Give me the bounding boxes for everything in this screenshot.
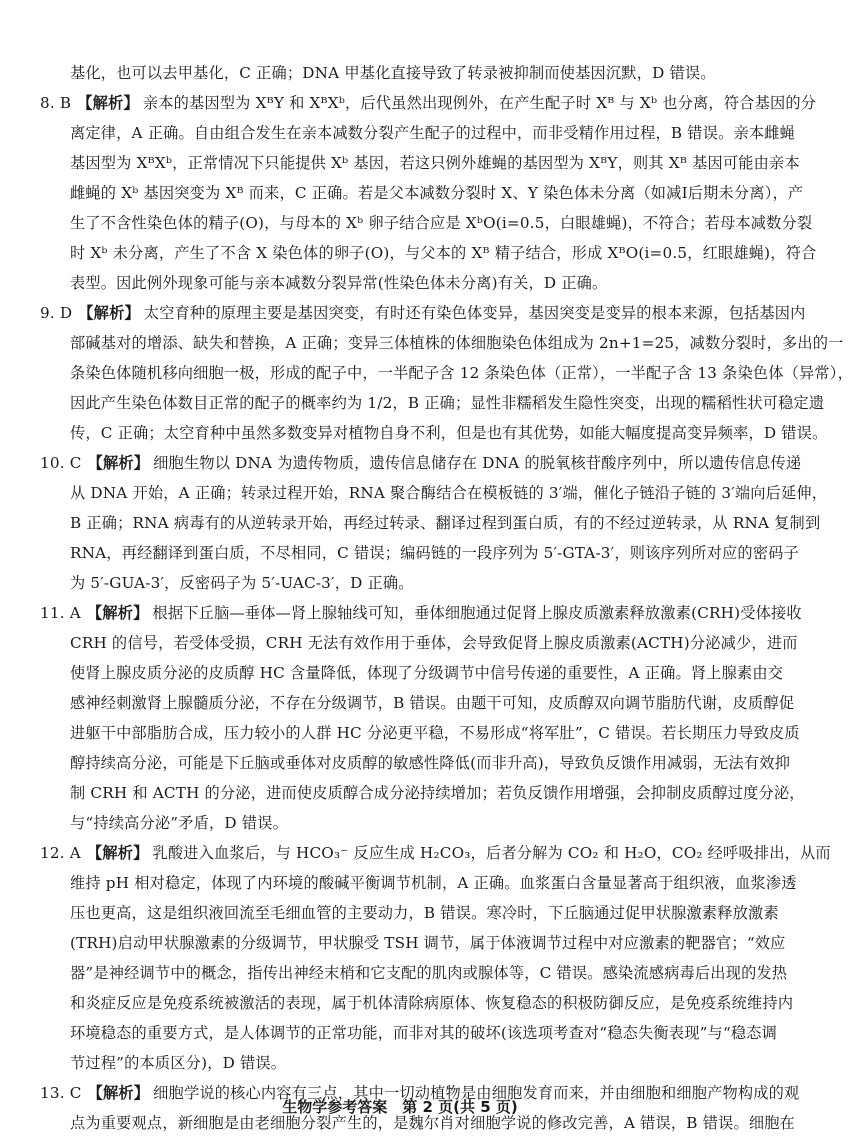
analysis-tag: 【解析】 <box>77 94 139 112</box>
question-number: 8. B <box>40 94 72 112</box>
text-line <box>40 148 800 178</box>
line-text: (TRH)启动甲状腺激素的分级调节，甲状腺受 TSH 调节，属于体液调节过程中对应激素的靶器官；“效应 <box>70 934 786 952</box>
text-line <box>40 418 828 448</box>
line-text: 和炎症反应是免疫系统被激活的表现，属于机体清除病原体、恢复稳态的积极防御反应，是免疫系统维持内 <box>70 994 794 1012</box>
text-line <box>40 448 802 478</box>
line-text: 环境稳态的重要方式，是人体调节的正常功能，而非对其的破坏(该选项考查对“稳态失衡表现”与“稳态调 <box>70 1024 778 1042</box>
text-line <box>40 328 844 358</box>
answer-content <box>40 58 853 1138</box>
text-line <box>40 568 772 598</box>
line-text: 使肾上腺皮质分泌的皮质醇 HC 含量降低，体现了分级调节中信号传递的重要性，A 正确。肾上腺素由交 <box>70 664 784 682</box>
text-line <box>40 208 813 238</box>
text-line <box>40 508 821 538</box>
question-number: 12. A <box>40 844 81 862</box>
line-text: 雌蝇的 Xᵇ 基因突变为 Xᴮ 而来，C 正确。若是父本减数分裂时 X、Y 染色体未分离（如减Ⅰ后期未分离），产 <box>70 184 804 202</box>
text-line <box>40 388 825 418</box>
text-line <box>40 688 795 718</box>
line-text: 根据下丘脑—垂体—肾上腺轴线可知，垂体细胞通过促肾上腺皮质激素释放激素(CRH)受体接收 <box>152 604 802 622</box>
text-line <box>40 298 806 328</box>
line-text: 细胞学说的核心内容有三点，其中一切动植物是由细胞发育而来，并由细胞和细胞产物构成的观 <box>153 1084 800 1102</box>
text-line <box>40 928 786 958</box>
text-line <box>40 1018 778 1048</box>
line-text: 与“持续高分泌”矛盾，D 错误。 <box>70 814 288 832</box>
line-text: 压也更高，这是组织液回流至毛细血管的主要动力，B 错误。寒冷时，下丘脑通过促甲状腺激素释放激素 <box>70 904 779 922</box>
question-number: 11. A <box>40 604 81 622</box>
line-text: 为 5′-GUA-3′，反密码子为 5′-UAC-3′，D 正确。 <box>70 574 414 592</box>
line-text: 从 DNA 开始，A 正确；转录过程开始，RNA 聚合酶结合在模板链的 3′端，催化子链沿子链的 3′端向后延伸， <box>70 484 828 502</box>
line-text: 传，C 正确；太空育种中虽然多数变异对植物自身不利，但是也有其优势，如能大幅度提高变异频率，D 错误。 <box>70 424 828 442</box>
analysis-tag: 【解析】 <box>87 454 150 472</box>
question-number: 13. C <box>40 1084 82 1102</box>
text-line <box>40 748 791 778</box>
line-text: 条染色体随机移向细胞一极，形成的配子中，一半配子含 12 条染色体（正常），一半配子含 13 条染色体（异常）， <box>70 364 853 382</box>
line-text: 细胞生物以 DNA 为遗传物质，遗传信息储存在 DNA 的脱氧核苷酸序列中，所以遗传信息传递 <box>153 454 802 472</box>
line-text: 时 Xᵇ 未分离，产生了不含 X 染色体的卵子(O)，与父本的 Xᴮ 精子结合，形成 XᴮO(i=0.5，红眼雄蝇)，符合 <box>70 244 817 262</box>
line-text: 基化，也可以去甲基化，C 正确；DNA 甲基化直接导致了转录被抑制而使基因沉默，D 错误。 <box>70 64 716 82</box>
line-text: 离定律，A 正确。自由组合发生在亲本减数分裂产生配子的过程中，而非受精作用过程，B 错误。亲本雌蝇 <box>70 124 796 142</box>
line-text: 制 CRH 和 ACTH 的分泌，进而使皮质醇合成分泌持续增加；若负反馈作用增强，会抑制皮质醇过度分泌， <box>70 784 805 802</box>
line-text: 因此产生染色体数目正常的配子的概率约为 1/2，B 正确；显性非糯稻发生隐性突变，出现的糯稻性状可稳定遗 <box>70 394 825 412</box>
line-text: 部碱基对的增添、缺失和替换，A 正确；变异三体植株的体细胞染色体组成为 2n+1=25，减数分裂时，多出的一 <box>70 334 844 352</box>
page-footer: 生物学参考答案 第 2 页(共 5 页) <box>282 1098 518 1116</box>
line-text: 醇持续高分泌，可能是下丘脑或垂体对皮质醇的敏感性降低(而非升高)，导致负反馈作用减弱，无法有效抑 <box>70 754 791 772</box>
analysis-tag: 【解析】 <box>86 604 149 622</box>
text-line <box>40 538 799 568</box>
line-text: 点为重要观点，新细胞是由老细胞分裂产生的，是魏尔肖对细胞学说的修改完善，A 错误，B 错误。细胞在 <box>70 1114 796 1132</box>
text-line <box>40 628 798 658</box>
text-line <box>40 988 794 1018</box>
analysis-tag: 【解析】 <box>86 844 149 862</box>
text-line <box>40 808 772 838</box>
line-text: 基因型为 XᴮXᵇ，正常情况下只能提供 Xᵇ 基因，若这只例外雄蝇的基因型为 XᴮY，则其 Xᴮ 基因可能由亲本 <box>70 154 800 172</box>
text-line <box>40 118 796 148</box>
line-text: 太空育种的原理主要是基因突变，有时还有染色体变异，基因突变是变异的根本来源，包括基因内 <box>143 304 806 322</box>
text-line <box>40 838 831 868</box>
text-line <box>40 958 788 988</box>
text-line <box>40 718 800 748</box>
line-text: 节过程”的本质区分)，D 错误。 <box>70 1054 287 1072</box>
line-text: 维持 pH 相对稳定，体现了内环境的酸碱平衡调节机制，A 正确。血浆蛋白含量显著高于组织液，血浆渗透 <box>70 874 797 892</box>
line-text: 器”是神经调节中的概念，指传出神经末梢和它支配的肌肉或腺体等，C 错误。感染流感病毒后出现的发热 <box>70 964 788 982</box>
text-line <box>40 598 802 628</box>
text-line <box>40 88 817 118</box>
text-line <box>40 178 804 208</box>
line-text: 亲本的基因型为 XᴮY 和 XᴮXᵇ，后代虽然出现例外，在产生配子时 Xᴮ 与 Xᵇ 也分离，符合基因的分 <box>142 94 817 112</box>
line-text: B 正确；RNA 病毒有的从逆转录开始，再经过转录、翻译过程到蛋白质，有的不经过逆转录，从 RNA 复制到 <box>70 514 821 532</box>
text-line <box>40 1048 772 1078</box>
line-text: CRH 的信号，若受体受损，CRH 无法有效作用于垂体，会导致促肾上腺皮质激素(ACTH)分泌减少，进而 <box>70 634 798 652</box>
question-number: 9. D <box>40 304 73 322</box>
line-text: 进躯干中部脂肪合成，压力较小的人群 HC 分泌更平稳，不易形成“将军肚”，C 错误。若长期压力导致皮质 <box>70 724 800 742</box>
question-number: 10. C <box>40 454 82 472</box>
text-line <box>40 268 772 298</box>
text-line <box>40 868 797 898</box>
text-line <box>40 658 784 688</box>
text-line <box>40 478 828 508</box>
line-text: 表型。因此例外现象可能与亲本减数分裂异常(性染色体未分离)有关，D 正确。 <box>70 274 608 292</box>
analysis-tag: 【解析】 <box>87 1084 150 1102</box>
line-text: RNA，再经翻译到蛋白质，不尽相同，C 错误；编码链的一段序列为 5′-GTA-3′，则该序列所对应的密码子 <box>70 544 799 562</box>
line-text: 乳酸进入血浆后，与 HCO₃⁻ 反应生成 H₂CO₃，后者分解为 CO₂ 和 H₂O，CO₂ 经呼吸排出，从而 <box>152 844 831 862</box>
analysis-tag: 【解析】 <box>78 304 140 322</box>
line-text: 生了不含性染色体的精子(O)，与母本的 Xᵇ 卵子结合应是 XᵇO(i=0.5，白眼雄蝇)，不符合；若母本减数分裂 <box>70 214 813 232</box>
text-line <box>40 238 817 268</box>
text-line <box>40 58 772 88</box>
text-line <box>40 898 779 928</box>
text-line <box>40 778 805 808</box>
text-line <box>40 358 853 388</box>
line-text: 感神经刺激肾上腺髓质分泌，不存在分级调节，B 错误。由题干可知，皮质醇双向调节脂肪代谢，皮质醇促 <box>70 694 795 712</box>
